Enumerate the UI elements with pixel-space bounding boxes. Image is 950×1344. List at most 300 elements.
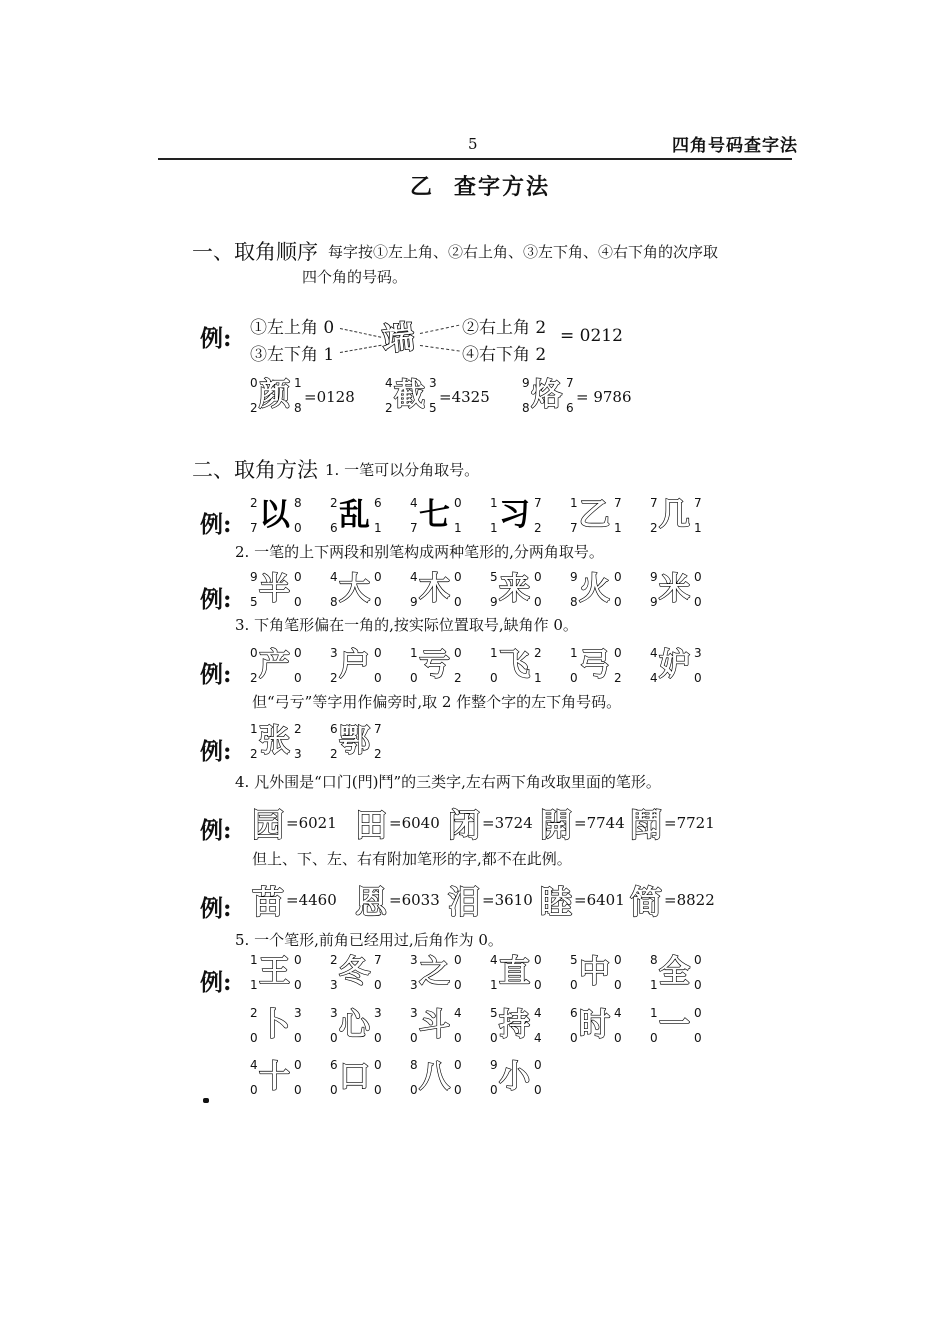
character: 张 — [259, 723, 290, 759]
corner-coded-char — [250, 1058, 312, 1102]
corner-coded-char — [250, 496, 312, 540]
character: 颜 — [259, 377, 290, 413]
corner-upper-left: 3 — [330, 1006, 338, 1020]
header-rule — [158, 158, 792, 160]
coded-character — [540, 877, 625, 921]
corner-lower-left: 8 — [522, 401, 530, 415]
corner-upper-left: 2 — [330, 953, 338, 967]
corner-lower-left: 0 — [490, 1083, 498, 1097]
corner-lower-right: 0 — [374, 1031, 382, 1045]
section-part: 乙 — [410, 174, 435, 200]
character: 弓 — [579, 647, 610, 683]
corner-upper-right: 7 — [566, 376, 574, 390]
corner-lower-right: 1 — [534, 671, 542, 685]
corner-lower-right: 1 — [374, 521, 382, 535]
corner-lower-right: 2 — [454, 671, 462, 685]
corner-lower-right: 0 — [294, 671, 302, 685]
corner-upper-left: 4 — [490, 953, 498, 967]
corner-coded-char — [330, 496, 392, 540]
corner-upper-left: 3 — [410, 953, 418, 967]
corner-lower-left: 0 — [650, 1031, 658, 1045]
coded-character — [630, 800, 715, 844]
corner-lower-left: 2 — [330, 747, 338, 761]
corner-upper-left: 1 — [490, 496, 498, 510]
character: 口 — [339, 1059, 370, 1095]
character: 时 — [579, 1007, 610, 1043]
character: 亏 — [419, 647, 450, 683]
corner-upper-left: 9 — [490, 1058, 498, 1072]
corner-upper-left: 5 — [490, 1006, 498, 1020]
example-label: 例: — [200, 817, 232, 844]
corner-coded-char — [490, 1058, 552, 1102]
corner-coded-char — [570, 496, 632, 540]
code-value: =6021 — [286, 814, 337, 832]
rule-3-note: 但“弓亏”等字用作偏旁时,取 2 作整个字的左下角号码。 — [252, 693, 622, 711]
corner-lower-left: 1 — [250, 978, 258, 992]
corner-upper-right: 0 — [534, 953, 542, 967]
character: 田 — [355, 806, 388, 844]
diagram-lower-right: ④右下角 2 — [462, 345, 547, 365]
corner-lower-left: 1 — [490, 978, 498, 992]
corner-upper-right: 0 — [534, 1058, 542, 1072]
corner-lower-right: 0 — [534, 978, 542, 992]
rule-4: 4. 凡外围是“口门(門)鬥”的三类字,左右两下角改取里面的笔形。 — [235, 773, 661, 791]
corner-lower-left: 8 — [570, 595, 578, 609]
corner-upper-right: 0 — [454, 953, 462, 967]
corner-lower-left: 8 — [330, 595, 338, 609]
character: 恩 — [355, 883, 388, 921]
corner-upper-right: 6 — [374, 496, 382, 510]
corner-coded-char — [650, 570, 712, 614]
character: 八 — [419, 1059, 450, 1095]
corner-lower-left: 2 — [330, 671, 338, 685]
corner-lower-right: 6 — [566, 401, 574, 415]
character: 乱 — [339, 497, 370, 533]
code-value: =0128 — [304, 388, 355, 406]
coded-character — [448, 877, 533, 921]
corner-lower-left: 2 — [250, 401, 258, 415]
corner-upper-right: 7 — [534, 496, 542, 510]
corner-upper-right: 0 — [374, 570, 382, 584]
corner-upper-right: 0 — [374, 1058, 382, 1072]
code-value: =4460 — [286, 891, 337, 909]
corner-coded-char — [570, 953, 632, 997]
corner-upper-right: 7 — [374, 953, 382, 967]
corner-lower-right: 0 — [294, 1083, 302, 1097]
corner-upper-left: 6 — [330, 722, 338, 736]
corner-lower-right: 0 — [454, 1083, 462, 1097]
coded-character — [355, 800, 440, 844]
corner-coded-char — [330, 1006, 392, 1050]
corner-lower-left: 4 — [650, 671, 658, 685]
corner-upper-right: 2 — [534, 646, 542, 660]
corner-lower-left: 2 — [250, 671, 258, 685]
corner-upper-left: 8 — [410, 1058, 418, 1072]
code-value: =7744 — [574, 814, 625, 832]
character: 鬦 — [630, 806, 663, 844]
corner-lower-right: 5 — [429, 401, 437, 415]
corner-upper-right: 8 — [294, 496, 302, 510]
corner-lower-right: 0 — [534, 1083, 542, 1097]
diagram-dash-ul — [340, 328, 381, 338]
corner-upper-left: 2 — [250, 496, 258, 510]
code-value: =6040 — [389, 814, 440, 832]
corner-lower-right: 0 — [694, 671, 702, 685]
corner-lower-left: 0 — [330, 1083, 338, 1097]
corner-lower-left: 5 — [250, 595, 258, 609]
rule-1: 1. 一笔可以分角取号。 — [325, 461, 480, 479]
example-label: 例: — [200, 969, 232, 996]
corner-upper-left: 4 — [330, 570, 338, 584]
corner-upper-right: 0 — [454, 570, 462, 584]
corner-upper-right: 7 — [694, 496, 702, 510]
corner-coded-char — [330, 722, 392, 766]
order-desc-line1: 每字按①左上角、②右上角、③左下角、④右下角的次序取 — [328, 243, 719, 261]
corner-coded-char — [570, 1006, 632, 1050]
corner-coded-char — [522, 376, 662, 420]
corner-lower-right: 0 — [614, 595, 622, 609]
corner-coded-char — [410, 496, 472, 540]
corner-upper-right: 0 — [294, 646, 302, 660]
coded-character — [448, 800, 533, 844]
corner-lower-left: 3 — [410, 978, 418, 992]
corner-coded-char — [250, 722, 312, 766]
corner-lower-right: 0 — [454, 978, 462, 992]
character: 飞 — [499, 647, 530, 683]
corner-coded-char — [410, 1006, 472, 1050]
character: 园 — [252, 806, 285, 844]
corner-upper-left: 2 — [250, 1006, 258, 1020]
example-label: 例: — [200, 511, 232, 538]
corner-upper-right: 0 — [694, 1006, 702, 1020]
running-title: 四角号码查字法 — [672, 136, 798, 156]
character: 睦 — [540, 883, 573, 921]
corner-upper-left: 1 — [570, 496, 578, 510]
corner-upper-left: 1 — [570, 646, 578, 660]
example-label: 例: — [200, 586, 232, 613]
code-value: = 9786 — [576, 388, 632, 406]
character: 几 — [659, 497, 690, 533]
corner-lower-right: 2 — [374, 747, 382, 761]
example-label: 例: — [200, 661, 232, 688]
character: 冬 — [339, 954, 370, 990]
code-value: =8822 — [664, 891, 715, 909]
corner-lower-left: 3 — [330, 978, 338, 992]
corner-coded-char — [650, 953, 712, 997]
corner-lower-left: 7 — [250, 521, 258, 535]
corner-upper-right: 0 — [614, 570, 622, 584]
corner-lower-left: 0 — [410, 1083, 418, 1097]
corner-upper-right: 0 — [454, 646, 462, 660]
corner-upper-right: 2 — [294, 722, 302, 736]
corner-upper-left: 4 — [410, 570, 418, 584]
corner-upper-right: 0 — [694, 953, 702, 967]
corner-upper-right: 0 — [294, 570, 302, 584]
corner-lower-left: 0 — [570, 978, 578, 992]
character: 大 — [339, 571, 370, 607]
corner-lower-right: 0 — [694, 595, 702, 609]
diagram-character: 端 — [380, 317, 417, 359]
character: 王 — [259, 954, 290, 990]
corner-upper-left: 4 — [410, 496, 418, 510]
corner-upper-left: 9 — [250, 570, 258, 584]
corner-coded-char — [250, 646, 312, 690]
code-value: =3610 — [482, 891, 533, 909]
corner-upper-left: 1 — [250, 953, 258, 967]
corner-upper-right: 1 — [294, 376, 302, 390]
diagram-dash-lr — [420, 345, 460, 352]
corner-upper-right: 0 — [454, 1058, 462, 1072]
corner-lower-left: 0 — [330, 1031, 338, 1045]
character: 鄂 — [339, 723, 370, 759]
corner-lower-right: 4 — [534, 1031, 542, 1045]
corner-upper-left: 9 — [570, 570, 578, 584]
corner-upper-left: 3 — [330, 646, 338, 660]
corner-lower-left: 0 — [490, 671, 498, 685]
character: 直 — [499, 954, 530, 990]
character: 持 — [499, 1007, 530, 1043]
corner-coded-char — [490, 570, 552, 614]
corner-lower-right: 0 — [694, 1031, 702, 1045]
character: 卜 — [259, 1007, 290, 1043]
character: 妒 — [659, 647, 690, 683]
character: 以 — [259, 497, 290, 533]
corner-upper-right: 0 — [374, 646, 382, 660]
corner-lower-left: 0 — [570, 671, 578, 685]
corner-coded-char — [250, 376, 390, 420]
corner-lower-right: 0 — [294, 978, 302, 992]
coded-character — [355, 877, 440, 921]
corner-upper-left: 1 — [250, 722, 258, 736]
corner-lower-right: 0 — [294, 521, 302, 535]
corner-upper-right: 4 — [454, 1006, 462, 1020]
character: 之 — [419, 954, 450, 990]
corner-upper-right: 4 — [614, 1006, 622, 1020]
character: 产 — [259, 647, 290, 683]
character: 烙 — [531, 377, 562, 413]
corner-upper-left: 9 — [650, 570, 658, 584]
corner-lower-right: 1 — [614, 521, 622, 535]
corner-coded-char — [650, 496, 712, 540]
corner-coded-char — [410, 953, 472, 997]
corner-coded-char — [330, 953, 392, 997]
corner-upper-right: 7 — [614, 496, 622, 510]
corner-upper-right: 3 — [429, 376, 437, 390]
code-value: =4325 — [439, 388, 490, 406]
corner-upper-right: 3 — [694, 646, 702, 660]
example-label: 例: — [200, 895, 232, 922]
character: 火 — [579, 571, 610, 607]
diagram-dash-ll — [340, 345, 382, 353]
corner-coded-char — [410, 570, 472, 614]
corner-lower-left: 2 — [650, 521, 658, 535]
code-value: =6401 — [574, 891, 625, 909]
corner-coded-char — [490, 953, 552, 997]
corner-coded-char — [410, 1058, 472, 1102]
section-name: 查字方法 — [454, 174, 551, 200]
character: 苗 — [252, 883, 285, 921]
corner-coded-char — [650, 1006, 712, 1050]
corner-upper-left: 8 — [650, 953, 658, 967]
corner-lower-right: 0 — [374, 595, 382, 609]
character: 乙 — [579, 497, 610, 533]
example-label: 例: — [200, 325, 232, 352]
character: 习 — [499, 497, 530, 533]
corner-lower-left: 9 — [650, 595, 658, 609]
character: 心 — [339, 1007, 370, 1043]
corner-lower-right: 1 — [454, 521, 462, 535]
corner-lower-left: 1 — [650, 978, 658, 992]
corner-upper-right: 0 — [614, 646, 622, 660]
character: 一 — [659, 1007, 690, 1043]
character: 简 — [630, 883, 663, 921]
corner-coded-char — [410, 646, 472, 690]
character: 七 — [419, 497, 450, 533]
corner-lower-right: 0 — [454, 1031, 462, 1045]
character: 木 — [419, 571, 450, 607]
corner-upper-left: 0 — [250, 376, 258, 390]
corner-upper-left: 5 — [570, 953, 578, 967]
corner-lower-right: 0 — [614, 1031, 622, 1045]
corner-upper-left: 6 — [330, 1058, 338, 1072]
character: 米 — [659, 571, 690, 607]
corner-coded-char — [490, 1006, 552, 1050]
corner-lower-right: 0 — [454, 595, 462, 609]
corner-lower-left: 0 — [410, 671, 418, 685]
corner-lower-left: 7 — [410, 521, 418, 535]
corner-upper-left: 4 — [385, 376, 393, 390]
character: 中 — [579, 954, 610, 990]
corner-lower-left: 1 — [490, 521, 498, 535]
method-heading: 二、取角方法 — [192, 458, 318, 482]
rule-5: 5. 一个笔形,前角已经用过,后角作为 0。 — [235, 931, 503, 949]
corner-upper-left: 6 — [570, 1006, 578, 1020]
code-value: =7721 — [664, 814, 715, 832]
corner-coded-char — [330, 1058, 392, 1102]
section-title — [410, 170, 550, 201]
character: 全 — [659, 954, 690, 990]
corner-upper-left: 4 — [250, 1058, 258, 1072]
corner-coded-char — [490, 646, 552, 690]
coded-character — [252, 800, 337, 844]
corner-upper-right: 0 — [454, 496, 462, 510]
character: 斗 — [419, 1007, 450, 1043]
corner-lower-left: 9 — [490, 595, 498, 609]
corner-lower-left: 2 — [385, 401, 393, 415]
order-heading: 一、取角顺序 — [192, 240, 318, 264]
corner-lower-right: 0 — [374, 671, 382, 685]
corner-lower-right: 0 — [614, 978, 622, 992]
corner-lower-right: 2 — [614, 671, 622, 685]
corner-lower-right: 0 — [534, 595, 542, 609]
coded-character — [630, 877, 715, 921]
rule-2: 2. 一笔的上下两段和别笔构成两种笔形的,分两角取号。 — [235, 543, 604, 561]
corner-lower-left: 7 — [570, 521, 578, 535]
corner-upper-right: 0 — [534, 570, 542, 584]
corner-lower-left: 0 — [570, 1031, 578, 1045]
character: 来 — [499, 571, 530, 607]
code-value: =3724 — [482, 814, 533, 832]
corner-coded-char — [330, 570, 392, 614]
character: 開 — [540, 806, 573, 844]
code-value: =6033 — [389, 891, 440, 909]
corner-upper-right: 7 — [374, 722, 382, 736]
diagram-upper-right: ②右上角 2 — [462, 318, 547, 338]
corner-lower-left: 0 — [250, 1083, 258, 1097]
corner-upper-right: 0 — [294, 1058, 302, 1072]
corner-upper-left: 7 — [650, 496, 658, 510]
corner-upper-right: 3 — [294, 1006, 302, 1020]
character: 十 — [259, 1059, 290, 1095]
corner-lower-right: 0 — [294, 1031, 302, 1045]
corner-lower-left: 0 — [250, 1031, 258, 1045]
corner-upper-right: 3 — [374, 1006, 382, 1020]
corner-lower-left: 0 — [410, 1031, 418, 1045]
character: 闭 — [448, 806, 481, 844]
coded-character — [540, 800, 625, 844]
corner-upper-right: 0 — [614, 953, 622, 967]
corner-lower-right: 0 — [374, 978, 382, 992]
corner-upper-right: 4 — [534, 1006, 542, 1020]
corner-upper-left: 9 — [522, 376, 530, 390]
corner-coded-char — [330, 646, 392, 690]
corner-lower-left: 6 — [330, 521, 338, 535]
corner-lower-right: 0 — [294, 595, 302, 609]
character: 半 — [259, 571, 290, 607]
rule-3: 3. 下角笔形偏在一角的,按实际位置取号,缺角作 0。 — [235, 616, 578, 634]
corner-coded-char — [650, 646, 712, 690]
corner-coded-char — [250, 1006, 312, 1050]
corner-lower-left: 0 — [490, 1031, 498, 1045]
corner-coded-char — [250, 953, 312, 997]
corner-coded-char — [250, 570, 312, 614]
corner-lower-right: 2 — [534, 521, 542, 535]
character: 户 — [339, 647, 370, 683]
diagram-upper-left: ①左上角 0 — [250, 318, 335, 338]
scan-speck — [203, 1098, 209, 1103]
diagram-lower-left: ③左下角 1 — [250, 345, 335, 365]
corner-coded-char — [570, 646, 632, 690]
character: 小 — [499, 1059, 530, 1095]
corner-upper-left: 1 — [490, 646, 498, 660]
corner-upper-left: 5 — [490, 570, 498, 584]
corner-lower-right: 0 — [374, 1083, 382, 1097]
corner-upper-left: 1 — [410, 646, 418, 660]
corner-lower-right: 1 — [694, 521, 702, 535]
corner-upper-right: 0 — [694, 570, 702, 584]
corner-lower-right: 0 — [694, 978, 702, 992]
coded-character — [252, 877, 337, 921]
order-desc-line2: 四个角的号码。 — [302, 268, 408, 286]
corner-upper-left: 0 — [250, 646, 258, 660]
corner-upper-left: 3 — [410, 1006, 418, 1020]
corner-coded-char — [490, 496, 552, 540]
corner-upper-left: 1 — [650, 1006, 658, 1020]
diagram-dash-ur — [420, 325, 459, 334]
diagram-result: = 0212 — [560, 326, 623, 346]
corner-lower-left: 2 — [250, 747, 258, 761]
page-number: 5 — [468, 135, 478, 153]
example-label: 例: — [200, 738, 232, 765]
corner-coded-char — [385, 376, 525, 420]
corner-upper-left: 4 — [650, 646, 658, 660]
corner-lower-right: 3 — [294, 747, 302, 761]
corner-lower-right: 8 — [294, 401, 302, 415]
character: 泪 — [448, 883, 481, 921]
corner-coded-char — [570, 570, 632, 614]
corner-upper-left: 2 — [330, 496, 338, 510]
character: 截 — [394, 377, 425, 413]
